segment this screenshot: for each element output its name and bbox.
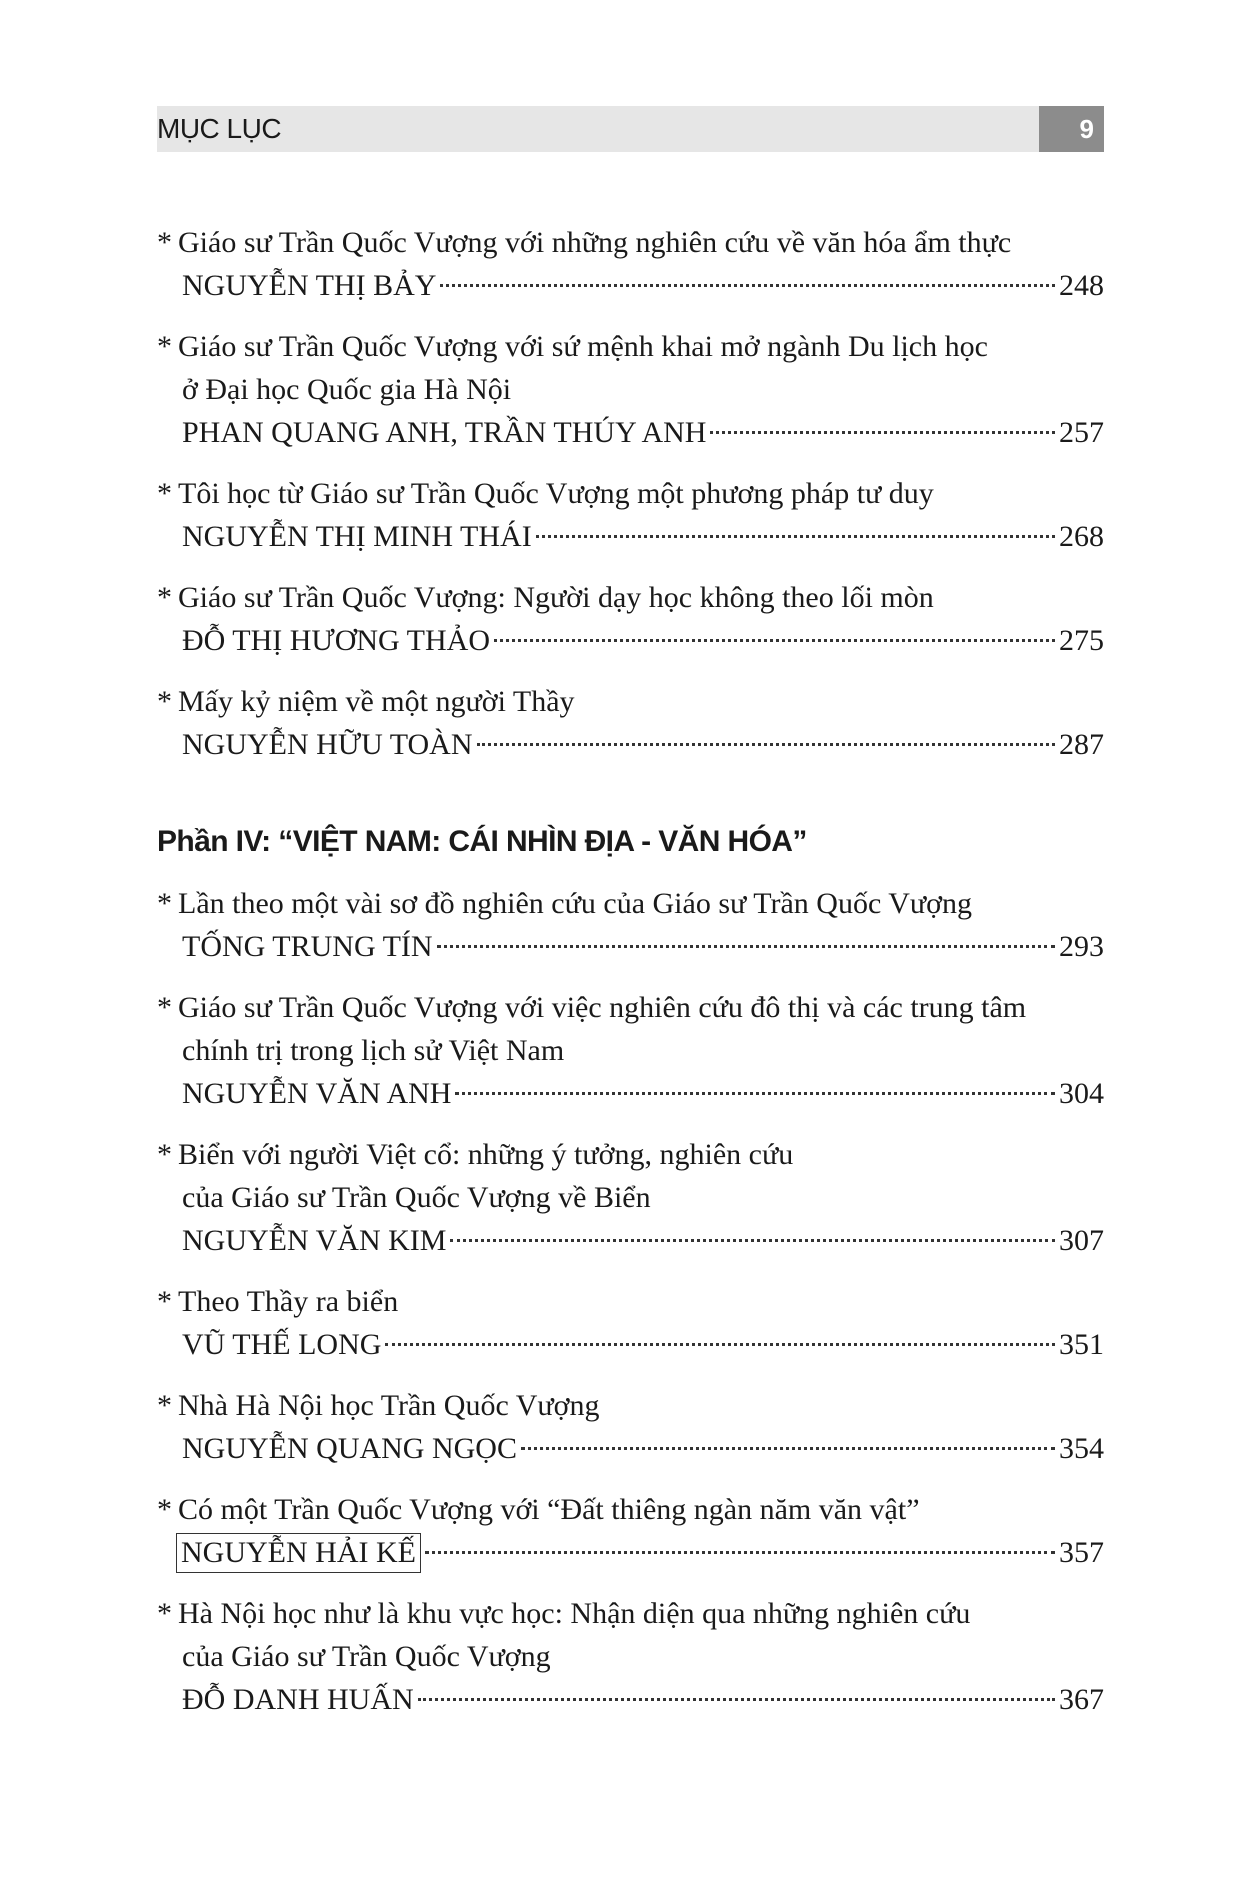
dot-leader: [418, 1698, 1055, 1701]
entry-author-line: [157, 1323, 1104, 1366]
entry-author: ĐỖ THỊ HƯƠNG THẢO: [182, 624, 490, 657]
dot-leader: [521, 1447, 1055, 1450]
toc-entry[interactable]: [157, 221, 1104, 307]
entry-page-number[interactable]: 357: [1059, 1536, 1104, 1569]
asterisk-bullet-icon: *: [157, 887, 172, 920]
entry-title-text: Giáo sư Trần Quốc Vượng với những nghiên cứu về văn hóa ẩm thực: [178, 226, 1012, 259]
entry-page-number[interactable]: 354: [1059, 1432, 1104, 1465]
entry-title-text: Giáo sư Trần Quốc Vượng: Người dạy học không theo lối mòn: [178, 581, 934, 614]
entry-title-text: Biển với người Việt cổ: những ý tưởng, nghiên cứu: [178, 1138, 794, 1171]
entry-title-text: Tôi học từ Giáo sư Trần Quốc Vượng một phương pháp tư duy: [178, 477, 934, 510]
entry-page-number[interactable]: 275: [1059, 624, 1104, 657]
toc-entry[interactable]: [157, 1592, 1104, 1721]
dot-leader: [450, 1239, 1055, 1242]
entry-title-line: [157, 1635, 1104, 1678]
entry-author-line: [157, 264, 1104, 307]
entry-author-line: [157, 925, 1104, 968]
entry-title-line: [157, 1133, 1104, 1176]
entry-page-number[interactable]: 351: [1059, 1328, 1104, 1361]
header-title: MỤC LỤC: [157, 113, 282, 144]
entry-author-line: [157, 1427, 1104, 1470]
asterisk-bullet-icon: *: [157, 1597, 172, 1630]
toc-entry[interactable]: [157, 325, 1104, 454]
entry-title-text: ở Đại học Quốc gia Hà Nội: [182, 373, 512, 406]
dot-leader: [494, 639, 1055, 642]
dot-leader: [437, 945, 1055, 948]
entry-title-line: [157, 325, 1104, 368]
entry-title-text: Hà Nội học như là khu vực học: Nhận diện qua những nghiên cứu: [178, 1597, 971, 1630]
asterisk-bullet-icon: *: [157, 477, 172, 510]
entry-author-line: [157, 1219, 1104, 1262]
toc-entry[interactable]: [157, 680, 1104, 766]
entry-author: NGUYỄN THỊ MINH THÁI: [182, 520, 532, 553]
entry-title-text: Mấy kỷ niệm về một người Thầy: [178, 685, 575, 718]
entry-page-number[interactable]: 304: [1059, 1077, 1104, 1110]
dot-leader: [710, 431, 1055, 434]
dot-leader: [425, 1551, 1055, 1554]
entry-author: PHAN QUANG ANH, TRẦN THÚY ANH: [182, 416, 707, 449]
table-of-contents: [157, 221, 1104, 1739]
toc-entry[interactable]: [157, 1384, 1104, 1470]
entry-author-line: [157, 619, 1104, 662]
entry-title-text: Theo Thầy ra biển: [178, 1285, 399, 1318]
entry-author: TỐNG TRUNG TÍN: [182, 930, 433, 963]
entry-author-line: [157, 1531, 1104, 1574]
entry-title-text: chính trị trong lịch sử Việt Nam: [182, 1034, 565, 1067]
asterisk-bullet-icon: *: [157, 1138, 172, 1171]
entry-author: NGUYỄN THỊ BẢY: [182, 269, 437, 302]
entry-author-line: [157, 515, 1104, 558]
entry-author: NGUYỄN VĂN ANH: [182, 1077, 452, 1110]
entry-author: NGUYỄN VĂN KIM: [182, 1224, 447, 1257]
entry-author-line: [157, 411, 1104, 454]
entry-author-line: [157, 723, 1104, 766]
entry-title-line: [157, 1488, 1104, 1531]
toc-entry[interactable]: [157, 1280, 1104, 1366]
header-page-number: 9: [1039, 106, 1104, 152]
entry-author: ĐỖ DANH HUẤN: [182, 1683, 414, 1716]
entry-author: NGUYỄN HỮU TOÀN: [182, 728, 473, 761]
section-heading: Phần IV: “VIỆT NAM: CÁI NHÌN ĐỊA - VĂN HÓA”: [157, 825, 807, 858]
entry-title-line: [157, 986, 1104, 1029]
entry-title-line: [157, 680, 1104, 723]
entry-title-text: Lần theo một vài sơ đồ nghiên cứu của Giáo sư Trần Quốc Vượng: [178, 887, 973, 920]
asterisk-bullet-icon: *: [157, 1285, 172, 1318]
entry-title-line: [157, 472, 1104, 515]
toc-entry[interactable]: [157, 1133, 1104, 1262]
entry-title-line: [157, 882, 1104, 925]
entry-page-number[interactable]: 248: [1059, 269, 1104, 302]
entry-author: NGUYỄN HẢI KẾ: [176, 1533, 421, 1573]
dot-leader: [477, 743, 1056, 746]
entry-title-line: [157, 1029, 1104, 1072]
toc-entry[interactable]: [157, 986, 1104, 1115]
entry-title-line: [157, 1176, 1104, 1219]
entry-title-line: [157, 1592, 1104, 1635]
dot-leader: [536, 535, 1055, 538]
entry-page-number[interactable]: 257: [1059, 416, 1104, 449]
entry-author-line: [157, 1678, 1104, 1721]
asterisk-bullet-icon: *: [157, 226, 172, 259]
entry-title-text: của Giáo sư Trần Quốc Vượng về Biển: [182, 1181, 651, 1214]
entry-title-text: của Giáo sư Trần Quốc Vượng: [182, 1640, 551, 1673]
entry-page-number[interactable]: 367: [1059, 1683, 1104, 1716]
entry-title-line: [157, 1384, 1104, 1427]
asterisk-bullet-icon: *: [157, 330, 172, 363]
dot-leader: [385, 1343, 1055, 1346]
entry-title-text: Có một Trần Quốc Vượng với “Đất thiêng ngàn năm văn vật”: [178, 1493, 920, 1526]
asterisk-bullet-icon: *: [157, 1389, 172, 1422]
entry-author: NGUYỄN QUANG NGỌC: [182, 1432, 517, 1465]
entry-title-line: [157, 1280, 1104, 1323]
entry-title-text: Giáo sư Trần Quốc Vượng với việc nghiên cứu đô thị và các trung tâm: [178, 991, 1027, 1024]
asterisk-bullet-icon: *: [157, 991, 172, 1024]
asterisk-bullet-icon: *: [157, 685, 172, 718]
entry-page-number[interactable]: 307: [1059, 1224, 1104, 1257]
running-header: [157, 106, 1104, 152]
entry-title-line: [157, 576, 1104, 619]
entry-page-number[interactable]: 268: [1059, 520, 1104, 553]
entry-title-text: Nhà Hà Nội học Trần Quốc Vượng: [178, 1389, 600, 1422]
entry-title-line: [157, 368, 1104, 411]
toc-entry[interactable]: [157, 1488, 1104, 1574]
dot-leader: [455, 1092, 1055, 1095]
toc-entry[interactable]: [157, 882, 1104, 968]
entry-author: VŨ THẾ LONG: [182, 1328, 382, 1361]
entry-author-line: [157, 1072, 1104, 1115]
asterisk-bullet-icon: *: [157, 581, 172, 614]
toc-entry[interactable]: [157, 576, 1104, 662]
entry-page-number[interactable]: 293: [1059, 930, 1104, 963]
toc-entry[interactable]: [157, 472, 1104, 558]
entry-page-number[interactable]: 287: [1059, 728, 1104, 761]
entry-title-text: Giáo sư Trần Quốc Vượng với sứ mệnh khai mở ngành Du lịch học: [178, 330, 988, 363]
dot-leader: [440, 284, 1055, 287]
entry-title-line: [157, 221, 1104, 264]
asterisk-bullet-icon: *: [157, 1493, 172, 1526]
